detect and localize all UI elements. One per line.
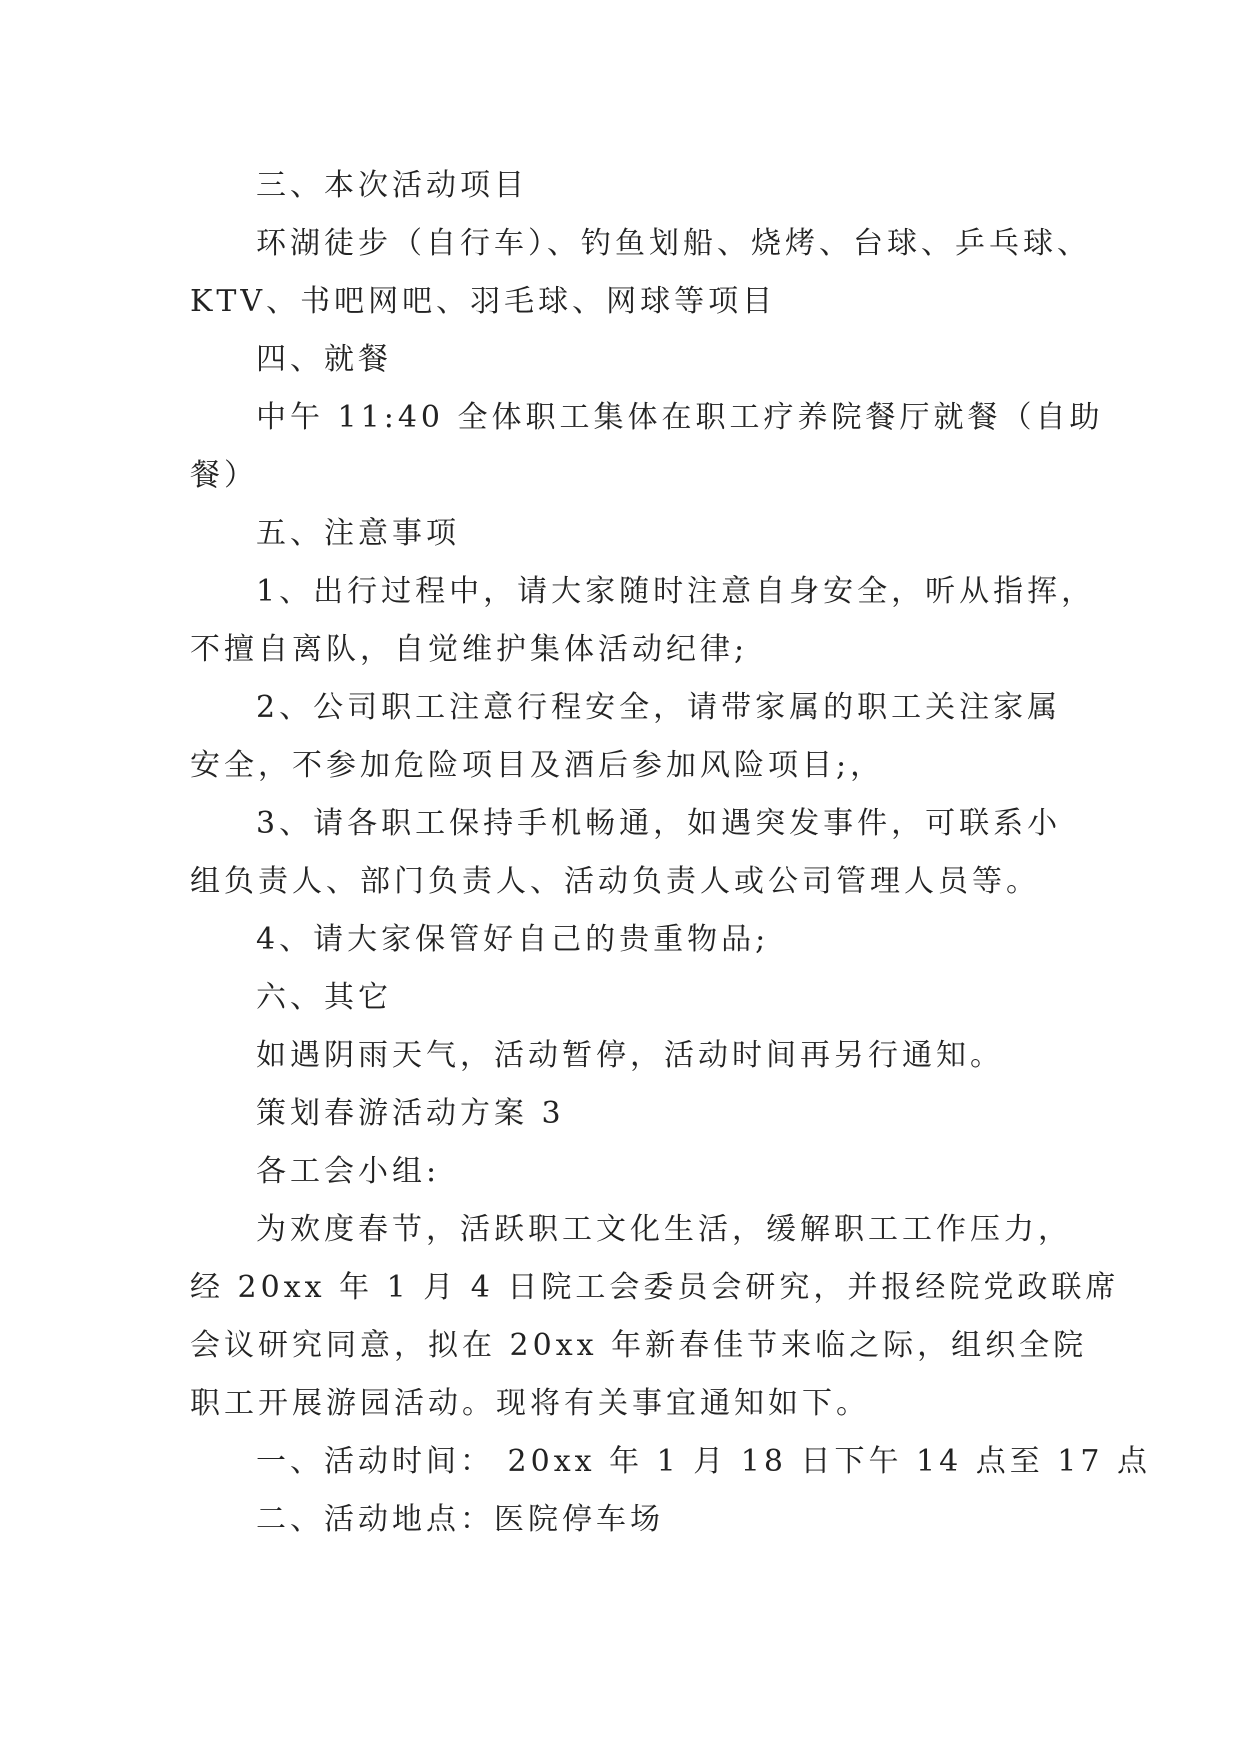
- paragraph-line: 环湖徒步（自行车）、钓鱼划船、烧烤、台球、乒乓球、: [256, 226, 1091, 261]
- section-heading-activities: 三、本次活动项目: [256, 168, 528, 203]
- paragraph-line: 会议研究同意，拟在 20xx 年新春佳节来临之际，组织全院: [190, 1328, 1088, 1363]
- paragraph-line: 安全，不参加危险项目及酒后参加风险项目;，: [190, 748, 885, 783]
- salutation: 各工会小组:: [256, 1154, 441, 1189]
- paragraph-line: 4、请大家保管好自己的贵重物品;: [256, 922, 770, 957]
- paragraph-line: KTV、书吧网吧、羽毛球、网球等项目: [190, 284, 777, 319]
- paragraph-line: 1、出行过程中，请大家随时注意自身安全，听从指挥，: [256, 574, 1096, 609]
- activity-time: 一、活动时间： 20xx 年 1 月 18 日下午 14 点至 17 点: [256, 1444, 1151, 1479]
- paragraph-line: 不擅自离队，自觉维护集体活动纪律;: [190, 632, 749, 667]
- paragraph-line: 2、公司职工注意行程安全，请带家属的职工关注家属: [256, 690, 1062, 725]
- paragraph-line: 中午 11:40 全体职工集体在职工疗养院餐厅就餐（自助: [256, 400, 1104, 435]
- section-heading-dining: 四、就餐: [256, 342, 392, 377]
- paragraph-line: 经 20xx 年 1 月 4 日院工会委员会研究，并报经院党政联席: [190, 1270, 1120, 1305]
- paragraph-line: 职工开展游园活动。现将有关事宜通知如下。: [190, 1386, 870, 1421]
- section-heading-other: 六、其它: [256, 980, 392, 1015]
- section-heading-notes: 五、注意事项: [256, 516, 460, 551]
- paragraph-line: 餐）: [190, 458, 258, 493]
- paragraph-line: 为欢度春节，活跃职工文化生活，缓解职工工作压力，: [256, 1212, 1072, 1247]
- paragraph-line: 3、请各职工保持手机畅通，如遇突发事件，可联系小: [256, 806, 1062, 841]
- activity-location: 二、活动地点：医院停车场: [256, 1502, 664, 1537]
- plan-title: 策划春游活动方案 3: [256, 1096, 565, 1131]
- paragraph-line: 组负责人、部门负责人、活动负责人或公司管理人员等。: [190, 864, 1040, 899]
- paragraph-line: 如遇阴雨天气，活动暂停，活动时间再另行通知。: [256, 1038, 1004, 1073]
